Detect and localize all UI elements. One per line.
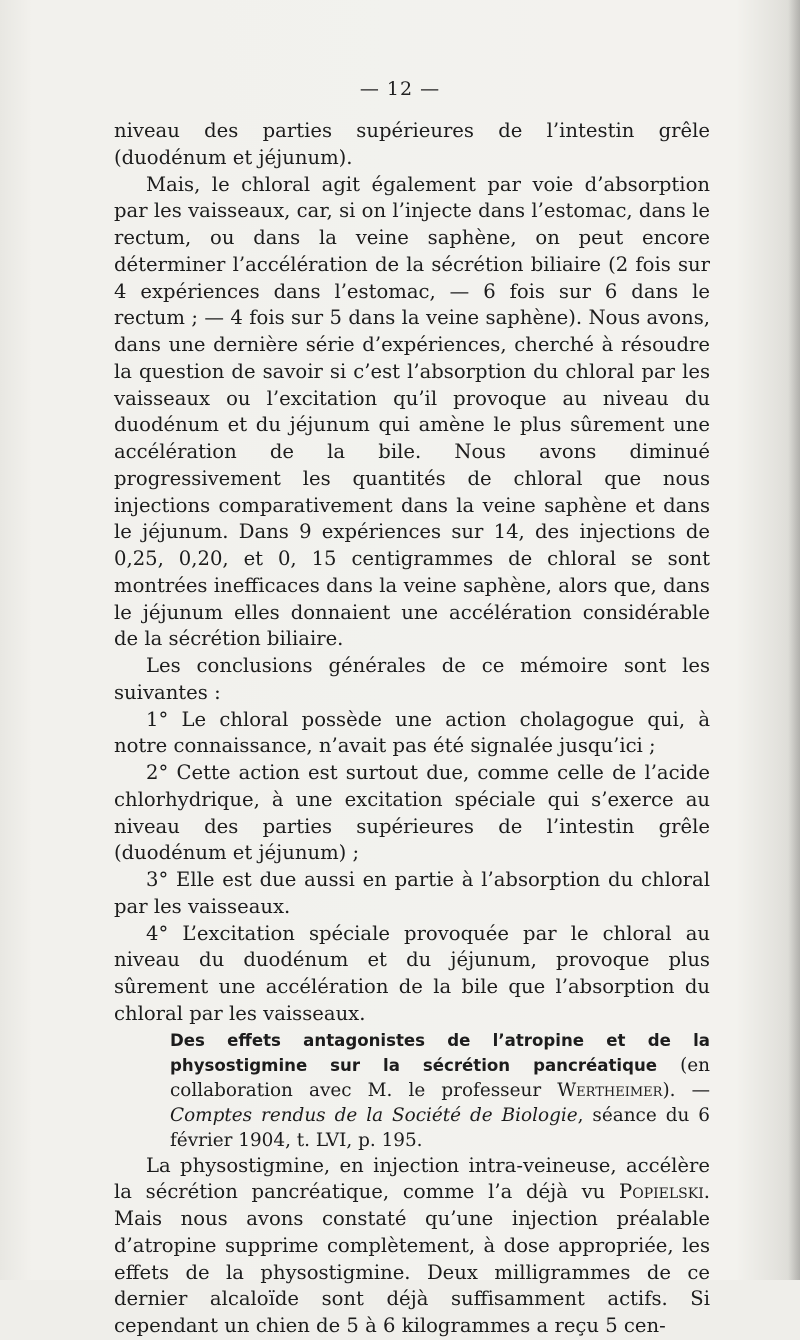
heading-collab-name: Wertheimer — [557, 1079, 663, 1101]
conclusion-3: 3° Elle est due aussi en partie à l’absorption du chloral par les vaisseaux. — [114, 868, 710, 918]
heading-collab-suffix: ). — — [662, 1079, 710, 1101]
conclusion-1: 1° Le chloral possède une action cholagogue qui, à notre connaissance, n’avait pas été signalée jusqu’ici ; — [114, 707, 710, 758]
heading-details: , séance du 6 février 1904, t. LVI, p. 195. — [170, 1104, 711, 1151]
page-number: — 12 — — [359, 78, 441, 100]
conclusion-2: 2° Cette action est surtout due, comme celle de l’acide chlorhydrique, à une excitation spéciale qui s’exerce au niveau des parties supérieures de l’intestin grêle (duodénum et jéjunum) ; — [114, 761, 710, 865]
body-text — [114, 118, 710, 1340]
paragraph-continuation: niveau des parties supérieures de l’intestin grêle (duodénum et jéjunum). — [114, 119, 710, 169]
heading-journal: Comptes rendus de la Société de Biologie — [170, 1104, 578, 1126]
physostigmine-author: Popielski — [619, 1180, 704, 1204]
physostigmine-part2: . Mais nous avons constaté qu’une injection préalable d’atropine supprime complètement, à dose appropriée, les effets de la physostigmine. Deux milligrammes de ce dernier alcaloïde sont déjà suffisamment actifs. Si cependant un chien de 5 à 6 kilogrammes a reçu 5 cen- — [114, 1180, 710, 1337]
heading-collab-prefix: (en collaboration avec M. le professeur — [170, 1054, 710, 1101]
physostigmine-part1: La physostigmine, en injection intra-veineuse, accélère la sécrétion pancréatique, comme l’a déjà vu — [114, 1153, 710, 1204]
heading-title: Des effets antagonistes de l’atropine et de la physostigmine sur la sécrétion pancréatique — [170, 1030, 710, 1075]
conclusion-4: 4° L’excitation spéciale provoquée par le chloral au niveau du duodénum et du jéjunum, provoque plus sûrement une accélération de la bile que l’absorption du chloral par les vaisseaux. — [114, 921, 710, 1025]
section-heading — [114, 1028, 710, 1153]
paragraph-physostigmine — [114, 1153, 710, 1340]
book-spine-shadow — [788, 0, 800, 1280]
paragraph-conclusions-intro: Les conclusions générales de ce mémoire sont les suivantes : — [114, 654, 710, 704]
paragraph-chloral-absorption: Mais, le chloral agit également par voie d’absorption par les vaisseaux, car, si on l’injecte dans l’estomac, dans le rectum, ou dans la veine saphène, on peut encore déterminer l’accélération de la sécrétion biliaire (2 fois sur 4 expériences dans l’estomac, — 6 fois sur 6 dans le rectum ; — 4 fois sur 5 dans la veine saphène). Nous avons, dans une dernière série d’expériences, cherché à résoudre la question de savoir si c’est l’absorption du chloral par les vaisseaux ou l’excitation qu’il provoque au niveau du duodénum et du jéjunum qui amène le plus sûrement une accélération de la bile. Nous avons diminué progressivement les quantités de chloral que nous injections comparativement dans la veine saphène et dans le jéjunum. Dans 9 expériences sur 14, des injections de 0,25, 0,20, et 0, 15 centigrammes de chloral se sont montrées inefficaces dans la veine saphène, alors que, dans le jéjunum elles donnaient une accélération considérable de la sécrétion biliaire. — [114, 172, 710, 651]
